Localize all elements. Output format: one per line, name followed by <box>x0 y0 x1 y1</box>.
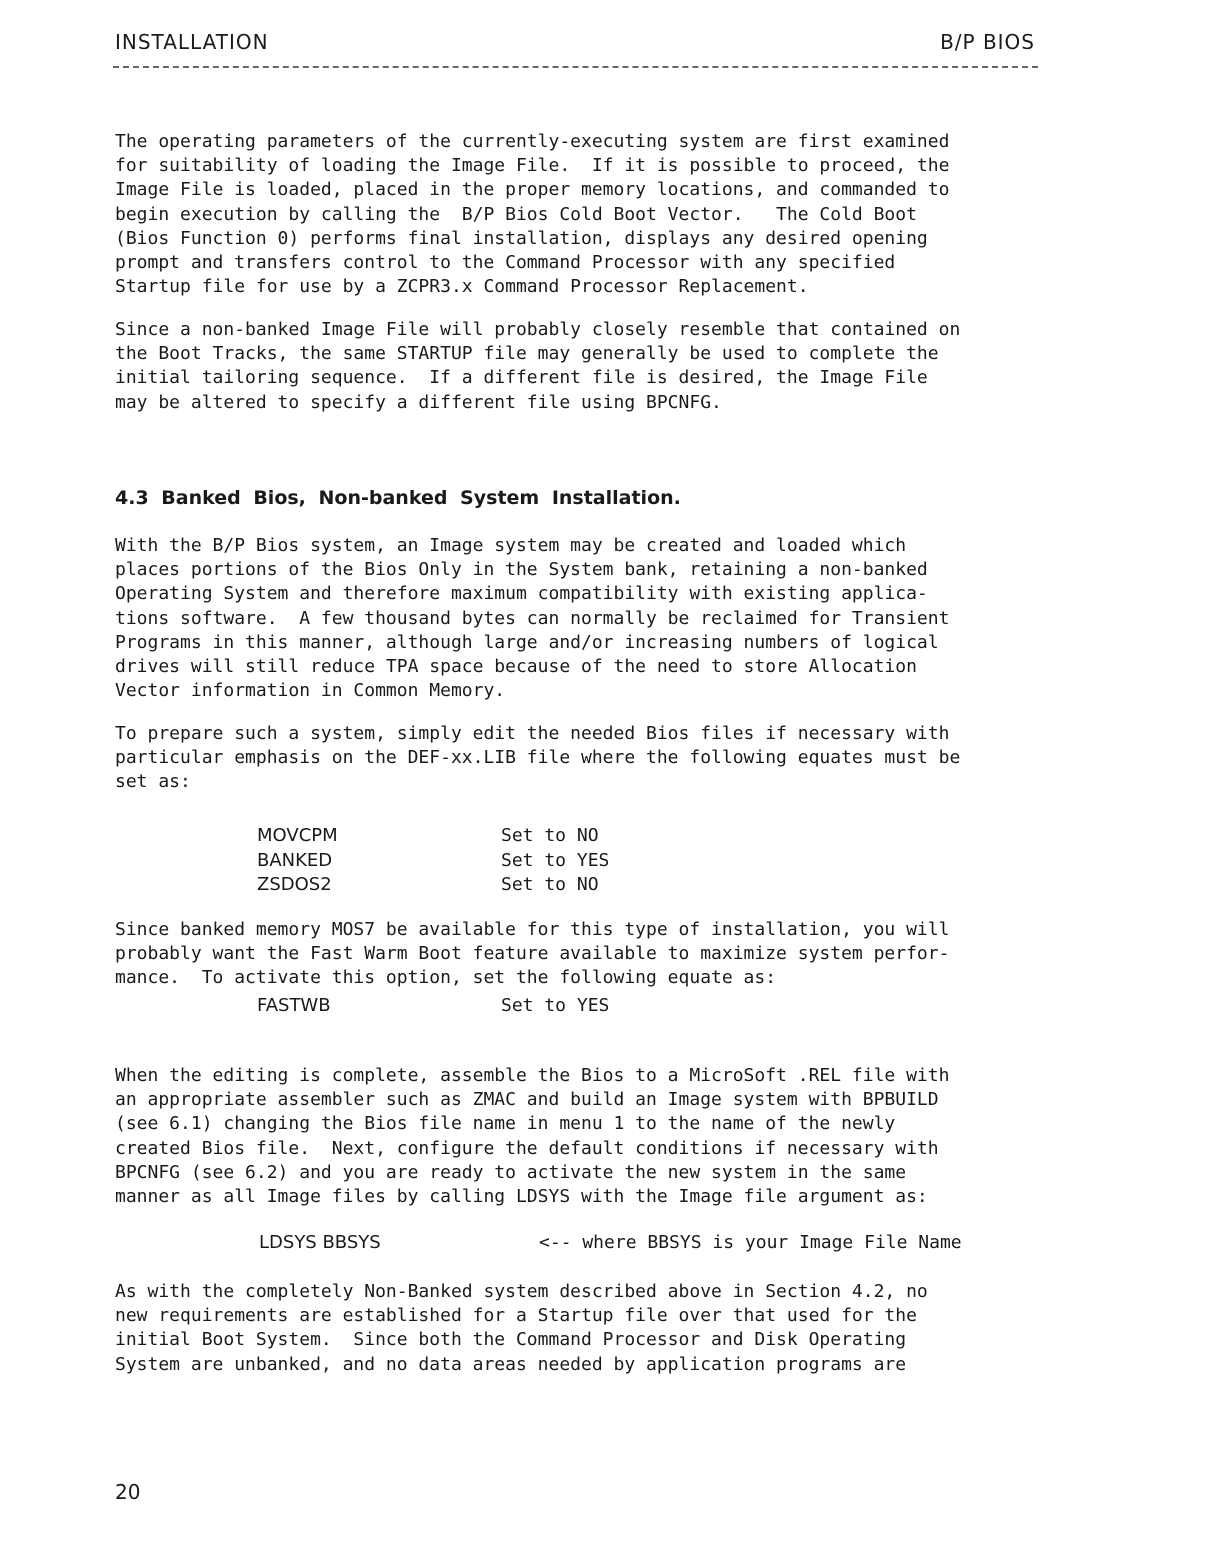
equate-row <box>257 849 857 874</box>
text-line: To prepare such a system, simply edit the needed Bios files if necessary with <box>115 723 950 744</box>
text-line: probably want the Fast Warm Boot feature available to maximize system perfor- <box>115 943 950 965</box>
page-number: 20 <box>115 1480 141 1504</box>
text-line: may be altered to specify a different file using BPCNFG. <box>115 391 722 413</box>
text-line: created Bios file. Next, configure the default conditions if necessary with <box>115 1137 939 1159</box>
text-line: initial Boot System. Since both the Command Processor and Disk Operating <box>115 1329 907 1351</box>
text-line: mance. To activate this option, set the following equate as: <box>115 967 777 989</box>
command-comment: <-- where BBSYS is your Image File Name <box>539 1232 962 1253</box>
equate-row <box>257 873 857 898</box>
text-line: initial tailoring sequence. If a different file is desired, the Image File <box>115 367 928 389</box>
equate-value: Set to NO <box>501 825 599 846</box>
text-line: When the editing is complete, assemble the Bios to a MicroSoft .REL file with <box>115 1065 950 1086</box>
text-line: begin execution by calling the B/P Bios Cold Boot Vector. The Cold Boot <box>115 203 917 225</box>
text-line: Startup file for use by a ZCPR3.x Command Processor Replacement. <box>115 276 809 298</box>
text-line: Since banked memory MOS7 be available for this type of installation, you will <box>115 919 950 940</box>
text-line: (see 6.1) changing the Bios file name in menu 1 to the name of the newly <box>115 1113 896 1135</box>
text-line: places portions of the Bios Only in the System bank, retaining a non-banked <box>115 559 928 581</box>
page-header <box>115 30 1035 60</box>
text-line: for suitability of loading the Image File. If it is possible to proceed, the <box>115 155 950 177</box>
text-line: Vector information in Common Memory. <box>115 680 506 702</box>
paragraph-assemble-build <box>115 1064 1050 1209</box>
text-line: System are unbanked, and no data areas needed by application programs are <box>115 1353 907 1375</box>
equate-value: Set to NO <box>501 874 599 895</box>
text-line: As with the completely Non-Banked system described above in Section 4.2, no <box>115 1281 928 1302</box>
command-text: LDSYS BBSYS <box>259 1232 381 1253</box>
paragraph-image-load <box>115 130 1050 299</box>
section-heading: 4.3 Banked Bios, Non-banked System Installation. <box>115 487 681 509</box>
equate-name: ZSDOS2 <box>257 874 332 895</box>
text-line: With the B/P Bios system, an Image system may be created and loaded which <box>115 535 907 556</box>
header-document-title: B/P BIOS <box>940 30 1035 54</box>
text-line: prompt and transfers control to the Command Processor with any specified <box>115 252 896 274</box>
text-line: The operating parameters of the currently-executing system are first examined <box>115 131 950 152</box>
equate-row <box>257 994 857 1019</box>
equate-list-secondary <box>257 994 857 1019</box>
equate-value: Set to YES <box>501 849 610 871</box>
equate-row <box>257 824 857 849</box>
text-line: Programs in this manner, although large and/or increasing numbers of logical <box>115 631 939 653</box>
text-line: BPCNFG (see 6.2) and you are ready to activate the new system in the same <box>115 1161 907 1183</box>
paragraph-startup-file <box>115 318 1050 415</box>
equate-value: Set to YES <box>501 995 610 1016</box>
text-line: manner as all Image files by calling LDSYS with the Image file argument as: <box>115 1186 928 1208</box>
text-line: Image File is loaded, placed in the proper memory locations, and commanded to <box>115 179 950 201</box>
equate-name: BANKED <box>257 849 333 871</box>
text-line: set as: <box>115 771 191 793</box>
text-line: the Boot Tracks, the same STARTUP file may generally be used to complete the <box>115 343 939 365</box>
text-line: Since a non-banked Image File will probably closely resemble that contained on <box>115 319 961 340</box>
paragraph-prepare-system <box>115 722 1050 795</box>
text-line: (Bios Function 0) performs final installation, displays any desired opening <box>115 227 928 249</box>
paragraph-fast-warm-boot <box>115 918 1050 991</box>
equate-name: FASTWB <box>257 995 331 1016</box>
text-line: new requirements are established for a Startup file over that used for the <box>115 1305 917 1327</box>
equate-list-primary <box>257 824 857 898</box>
paragraph-banked-bios <box>115 534 1050 703</box>
text-line: drives will still reduce TPA space because of the need to store Allocation <box>115 656 917 678</box>
paragraph-startup-requirements <box>115 1280 1050 1377</box>
header-section-title: INSTALLATION <box>115 30 269 54</box>
text-line: Operating System and therefore maximum compatibility with existing applica- <box>115 583 928 605</box>
text-line: particular emphasis on the DEF-xx.LIB file where the following equates must be <box>115 747 961 769</box>
text-line: tions software. A few thousand bytes can normally be reclaimed for Transient <box>115 607 950 629</box>
header-divider <box>113 66 1038 68</box>
equate-name: MOVCPM <box>257 825 338 846</box>
text-line: an appropriate assembler such as ZMAC and build an Image system with BPBUILD <box>115 1089 939 1111</box>
